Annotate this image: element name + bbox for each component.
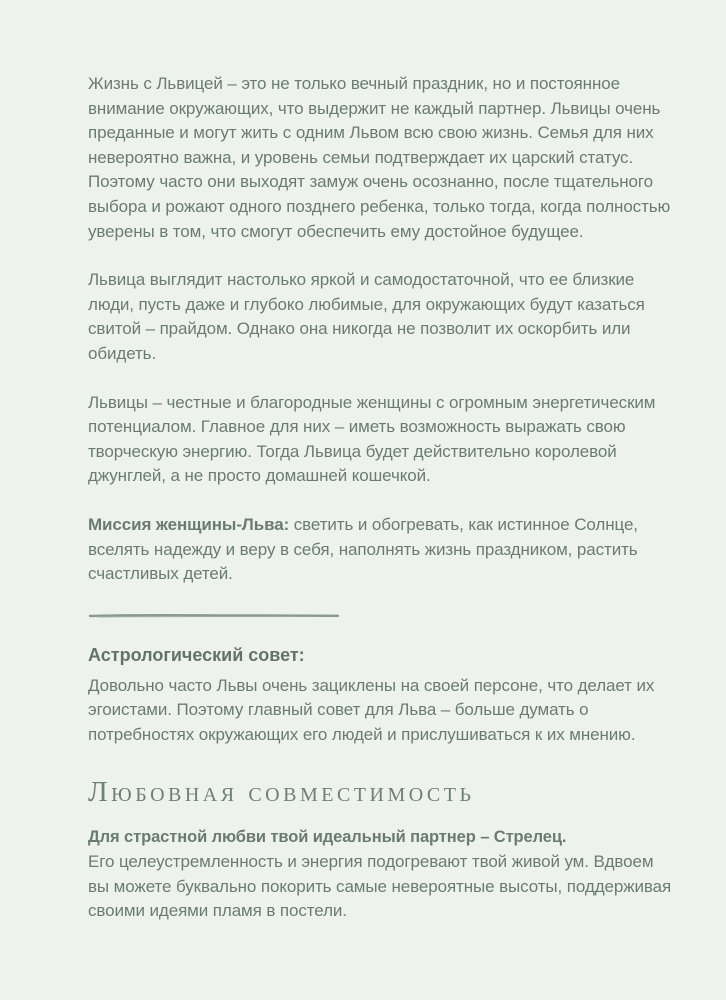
advice-heading: Астрологический совет: — [88, 644, 305, 665]
paragraph-lioness-character: Львицы – честные и благородные женщины с огромным энергетическим потенциалом. Главное для них – иметь возможность выражать свою творческую энергию. Тогда Львица будет действительно королевой джунглей, а не просто домашней кошечкой. — [88, 392, 656, 486]
advice-text: Довольно часто Львы очень зациклены на своей персоне, что делает их эгоистами. Поэтому главный совет для Льва – больше думать о потребностях окружающих его людей и прислушиваться к их мнению. — [88, 675, 655, 744]
compatibility-section — [88, 825, 678, 923]
paragraph-lioness-appearance: Львица выглядит настолько яркой и самодостаточной, что ее близкие люди, пусть даже и глубоко любимые, для окружающих будут казаться свитой – прайдом. Однако она никогда не позволит их оскорбить или обидеть. — [88, 270, 645, 363]
mission-label: Миссия женщины-Льва: — [88, 514, 290, 534]
paragraph-mission — [88, 513, 678, 587]
brush-divider — [88, 611, 340, 621]
mission-text: светить и обогревать, как истинное Солнце, вселять надежду и веру в себя, наполнять жизнь праздником, растить счастливых детей. — [88, 514, 638, 584]
paragraph-life-with-lioness: Жизнь с Львицей – это не только вечный праздник, но и постоянное внимание окружающих, что выдержит не каждый партнер. Львицы очень преданные и могут жить с одним Львом всю свою жизнь. Семья для них невероятно важна, и уровень семьи подтверждает их царский статус. Поэтому часто они выходят замуж очень осознанно, после тщательного выбора и рожают одного позднего ребенка, только тогда, когда полностью уверены в том, что смогут обеспечить ему достойное будущее. — [88, 74, 671, 241]
compatibility-title: Любовная совместимость — [88, 776, 475, 809]
compatibility-lead: Для страстной любви твой идеальный партнер – Стрелец. — [88, 828, 567, 847]
page-content — [88, 72, 678, 924]
compatibility-text: Его целеустремленность и энергия подогревают твой живой ум. Вдвоем вы можете буквально покорить самые невероятные высоты, поддерживая своими идеями пламя в постели. — [88, 852, 672, 921]
